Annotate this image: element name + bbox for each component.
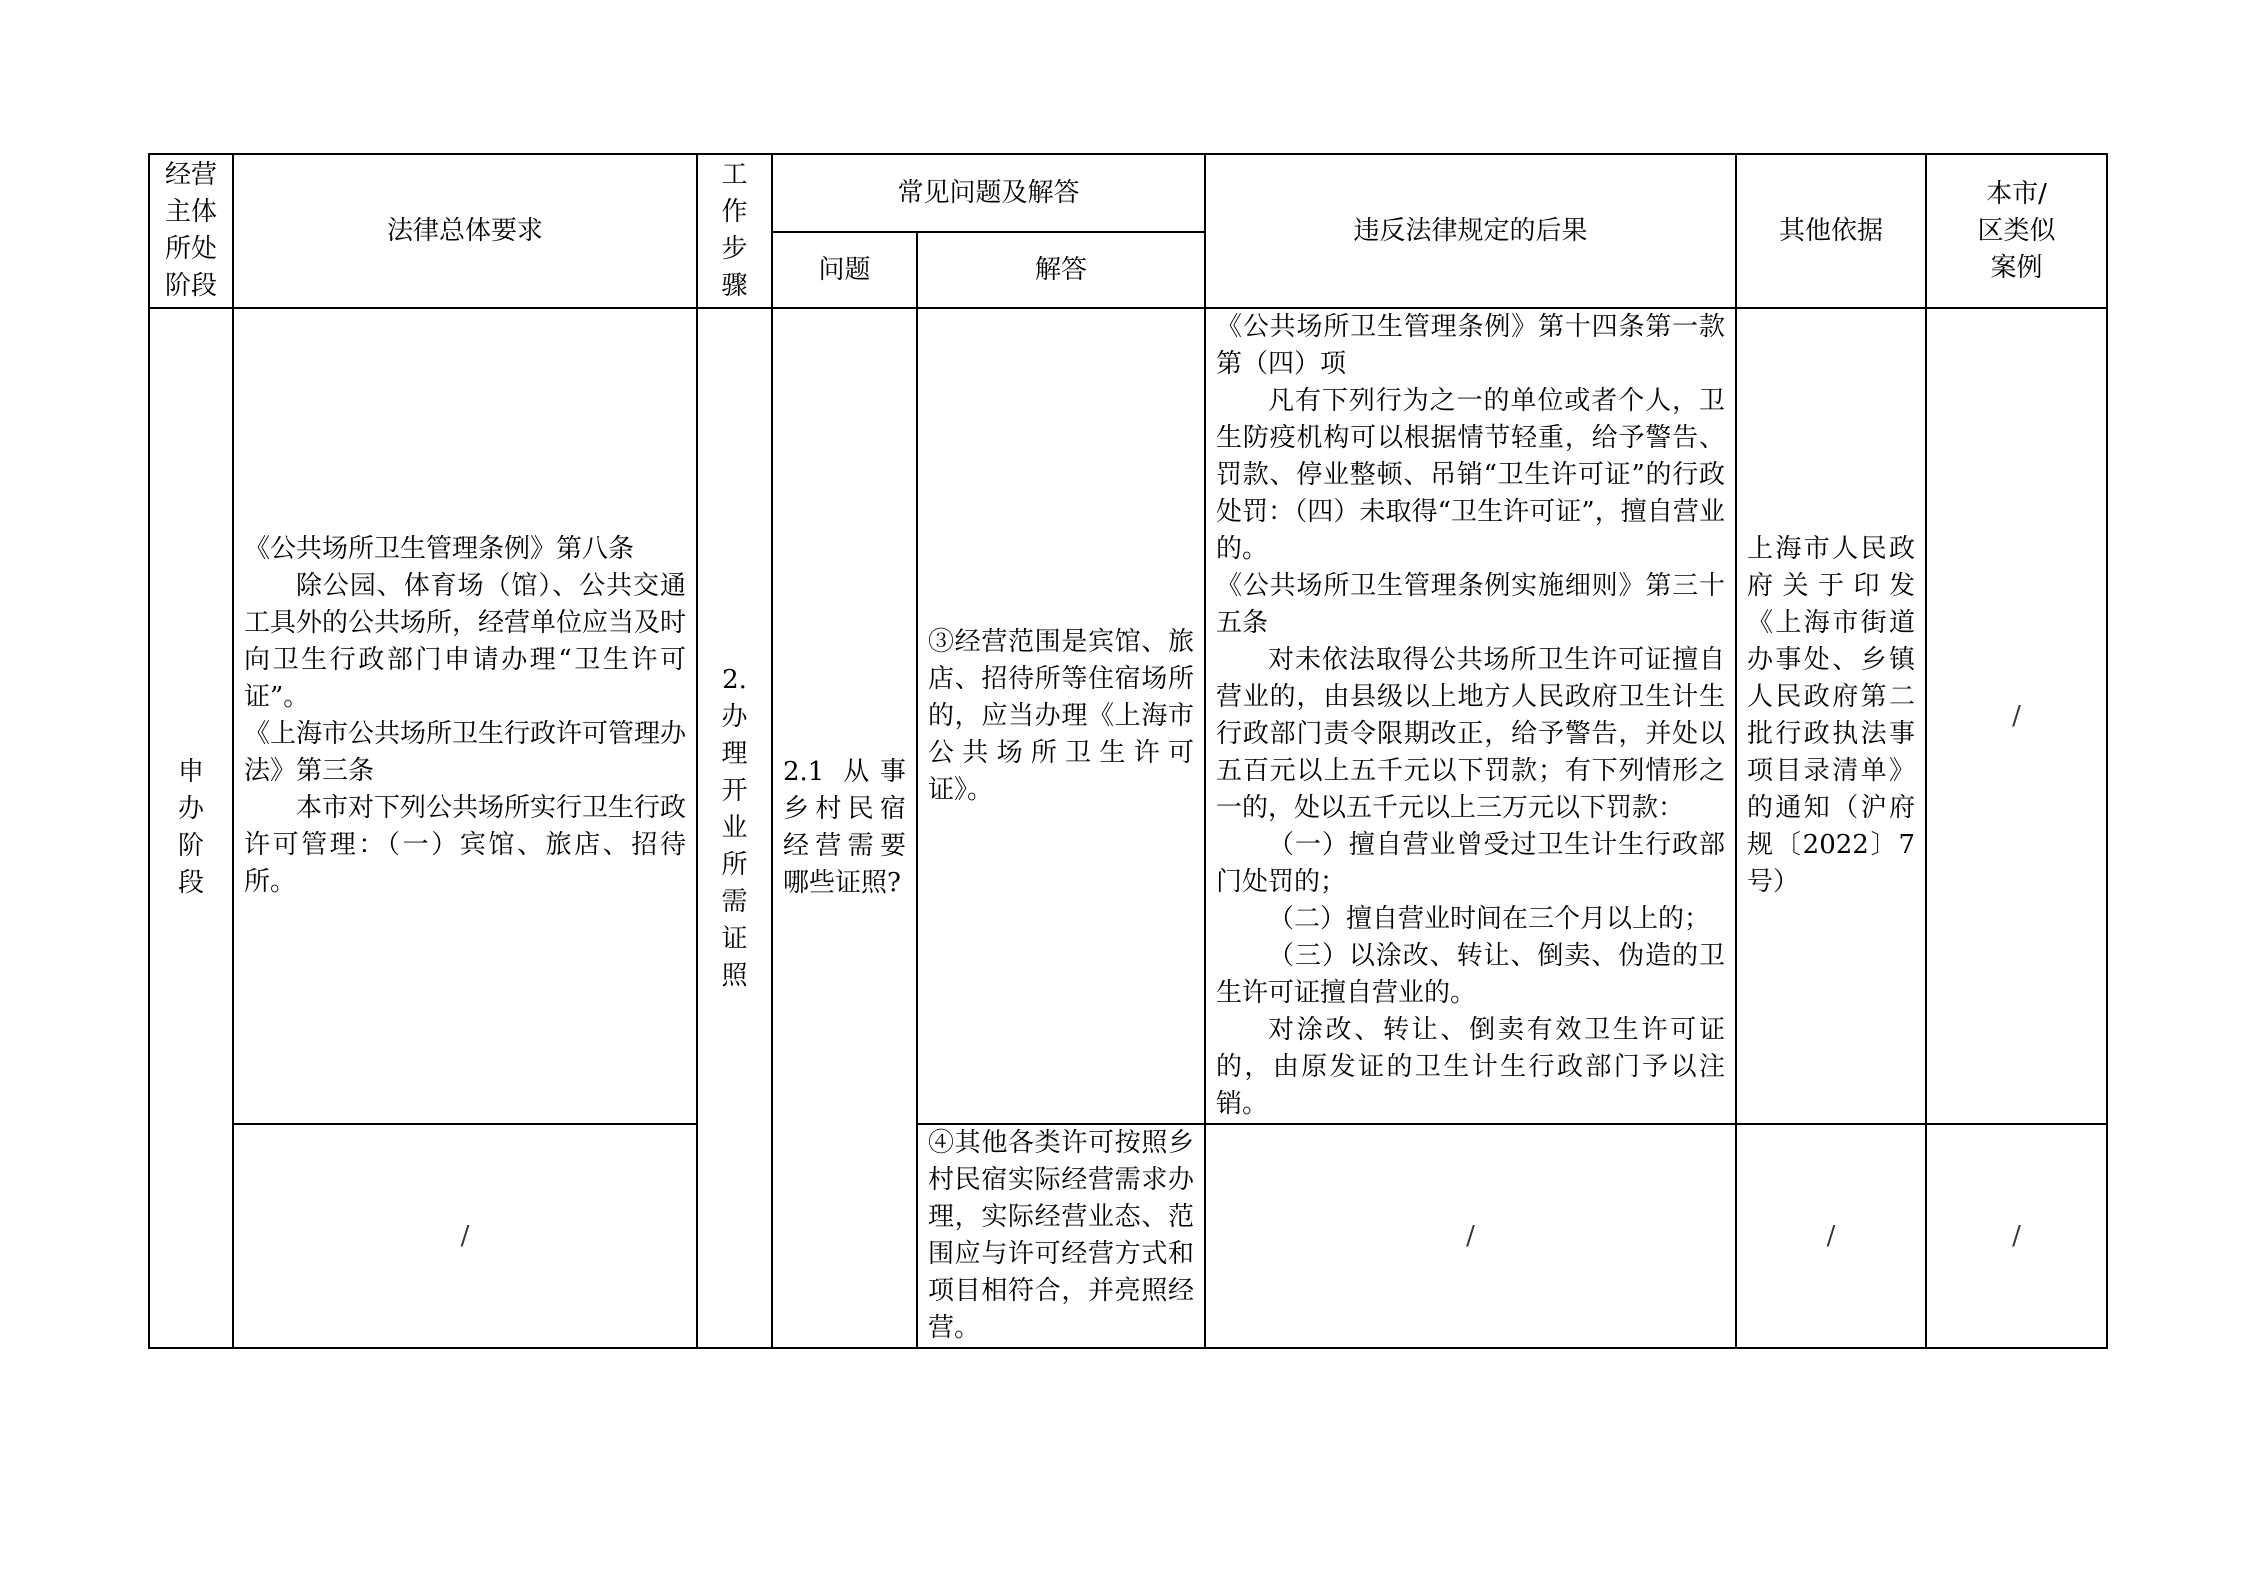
answer-text-2: ④其他各类许可按照乡村民宿实际经营需求办理，实际经营业态、范围应与许可经营方式和项目相符合，并亮照经营。	[928, 1128, 1195, 1343]
consequence-paragraph: 《公共场所卫生管理条例》第十四条第一款第（四）项	[1216, 312, 1726, 379]
answer-cell-2	[917, 1124, 1205, 1348]
header-cases-text: 本市/区类似案例	[1977, 178, 2056, 283]
header-other-basis-text: 其他依据	[1779, 215, 1884, 246]
header-consequence	[1205, 154, 1736, 308]
header-step	[697, 154, 772, 308]
consequence-slash-2: /	[1466, 1220, 1475, 1251]
header-answer-text: 解答	[1035, 254, 1088, 285]
other-basis-slash-2: /	[1826, 1220, 1836, 1251]
consequence-paragraph: 对涂改、转让、倒卖有效卫生许可证的，由原发证的卫生计生行政部门予以注销。	[1216, 1015, 1726, 1119]
consequence-paragraph: 凡有下列行为之一的单位或者个人，卫生防疫机构可以根据情节轻重，给予警告、罚款、停业整顿、吊销“卫生许可证”的行政处罚：（四）未取得“卫生许可证”，擅自营业的。	[1216, 386, 1726, 564]
header-faq	[772, 154, 1205, 232]
legal-req-paragraph: 《上海市公共场所卫生行政许可管理办法》第三条	[244, 719, 687, 786]
cases-cell-2	[1926, 1124, 2107, 1348]
legal-req-paragraph: 除公园、体育场（馆）、公共交通工具外的公共场所，经营单位应当及时向卫生行政部门申请办理“卫生许可证”。	[244, 571, 687, 712]
legal-req-text	[234, 531, 696, 901]
other-basis-cell-2	[1736, 1124, 1926, 1348]
header-other-basis	[1736, 154, 1926, 308]
other-basis-cell-1	[1736, 308, 1926, 1124]
stage-text: 申办阶段	[178, 757, 205, 898]
header-answer	[917, 232, 1205, 308]
legal-req-slash-2: /	[460, 1220, 470, 1251]
body-row-2	[149, 1124, 2107, 1348]
body-row-1	[149, 308, 2107, 1124]
header-step-text: 工作步骤	[721, 160, 748, 301]
header-question	[772, 232, 917, 308]
consequence-cell-2	[1205, 1124, 1736, 1348]
stage-cell	[149, 308, 233, 1348]
consequence-paragraph: （一）擅自营业曾受过卫生计生行政部门处罚的；	[1216, 830, 1726, 897]
answer-text-1: ③经营范围是宾馆、旅店、招待所等住宿场所的，应当办理《上海市公共场所卫生许可证》。	[928, 626, 1195, 805]
consequence-paragraph: （二）擅自营业时间在三个月以上的；	[1268, 904, 1711, 934]
legal-req-paragraph: 《公共场所卫生管理条例》第八条	[244, 534, 635, 564]
header-stage	[149, 154, 233, 308]
header-legal-req	[233, 154, 697, 308]
legal-req-cell	[233, 308, 697, 1124]
header-consequence-text: 违反法律规定的后果	[1353, 215, 1588, 246]
legal-req-cell-2	[233, 1124, 697, 1348]
other-basis-text: 上海市人民政府关于印发《上海市街道办事处、乡镇人民政府第二批行政执法事项目录清单》的通知（沪府规〔2022〕7号）	[1747, 534, 1916, 897]
legal-requirements-table	[148, 153, 2108, 1349]
question-text: 2.1 从事乡村民宿经营需要哪些证照?	[783, 757, 906, 898]
header-stage-text: 经营主体所处阶段	[164, 160, 217, 301]
consequence-paragraph: 《公共场所卫生管理条例实施细则》第三十五条	[1216, 571, 1726, 638]
consequence-paragraph: 对未依法取得公共场所卫生许可证擅自营业的，由县级以上地方人民政府卫生计生行政部门责令限期改正，给予警告，并处以五百元以上五千元以下罚款；有下列情形之一的，处以五千元以上三万元以下罚款：	[1216, 645, 1726, 823]
cases-slash-1: /	[2012, 700, 2021, 731]
consequence-paragraph: （三）以涂改、转让、倒卖、伪造的卫生许可证擅自营业的。	[1216, 941, 1726, 1008]
question-cell	[772, 308, 917, 1348]
step-cell	[697, 308, 772, 1348]
legal-req-paragraph: 本市对下列公共场所实行卫生行政许可管理：（一）宾馆、旅店、招待所。	[244, 793, 687, 897]
header-legal-req-text: 法律总体要求	[386, 215, 543, 246]
header-question-text: 问题	[818, 254, 871, 285]
cases-slash-2: /	[2012, 1220, 2021, 1251]
cases-cell-1	[1926, 308, 2107, 1124]
step-text: 2.办理开业所需证照	[721, 664, 748, 991]
consequence-text	[1206, 309, 1735, 1123]
header-cases	[1926, 154, 2107, 308]
consequence-cell-1	[1205, 308, 1736, 1124]
answer-cell-1	[917, 308, 1205, 1124]
header-faq-text: 常见问题及解答	[897, 177, 1080, 208]
header-row-1	[149, 154, 2107, 232]
